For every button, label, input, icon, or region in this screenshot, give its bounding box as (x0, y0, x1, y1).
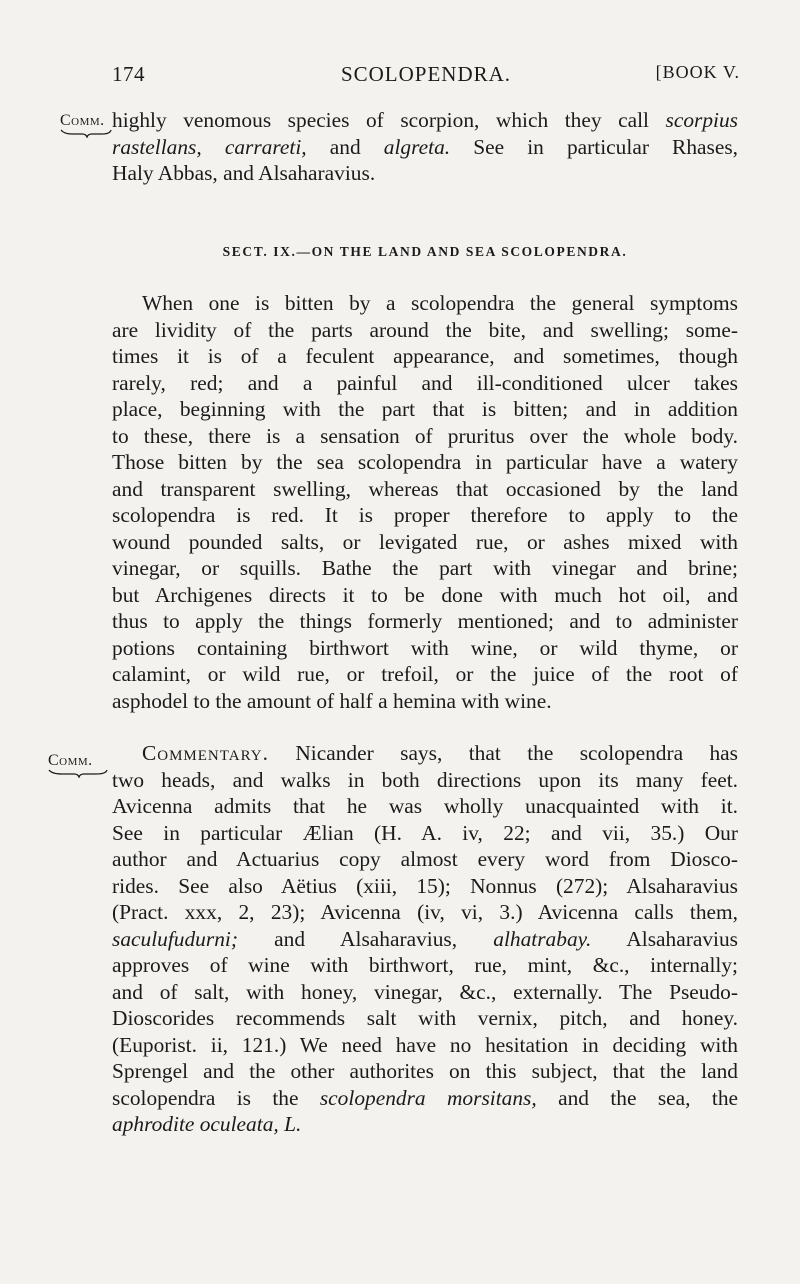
text-line: rides. See also Aëtius (xiii, 15); Nonnus (272); Alsaharavius (112, 873, 738, 898)
section-heading: SECT. IX.—ON THE LAND AND SEA SCOLOPENDRA. (222, 244, 628, 259)
text-line: scolopendra is red. It is proper therefore to apply to the (112, 503, 738, 527)
text-line: vinegar, or squills. Bathe the part with vinegar and brine; (112, 556, 738, 580)
running-head (112, 62, 740, 92)
running-title: SCOLOPENDRA. (340, 62, 512, 86)
text-line: potions containing birthwort with wine, or wild thyme, or (112, 635, 738, 660)
text-line: When one is bitten by a scolopendra the general symptoms (142, 291, 738, 315)
text-line: highly venomous species of scorpion, which they call scorpius (112, 108, 738, 132)
text-line: and of salt, with honey, vinegar, &c., externally. The Pseudo- (112, 979, 738, 1004)
brace-icon (48, 768, 108, 778)
continuation-paragraph (112, 107, 738, 187)
margin-note-comm-2 (48, 752, 108, 778)
text-line: rarely, red; and a painful and ill-conditioned ulcer takes (112, 370, 738, 395)
page-number: 174 (112, 62, 145, 86)
text-line: scolopendra is the scolopendra morsitans, and the sea, the (112, 1085, 739, 1110)
text-line: asphodel to the amount of half a hemina with wine. (112, 688, 552, 713)
text-line: See in particular Ælian (H. A. iv, 22; and vii, 35.) Our (112, 820, 738, 845)
text-line: and transparent swelling, whereas that occasioned by the land (112, 476, 738, 501)
text-line: calamint, or wild rue, or trefoil, or the juice of the root of (112, 662, 738, 686)
main-paragraph (112, 290, 738, 714)
text-line: Commentary. Nicander says, that the scolopendra has (142, 741, 738, 765)
margin-note-comm-1 (60, 112, 112, 138)
text-line: aphrodite oculeata, L. (112, 1112, 302, 1136)
commentary-label: Commentary. (142, 741, 269, 765)
text-line: (Pract. xxx, 2, 23); Avicenna (iv, vi, 3.) Avicenna calls them, (112, 900, 738, 924)
text-line: (Euporist. ii, 121.) We need have no hesitation in deciding with (112, 1032, 738, 1057)
text-line: place, beginning with the part that is bitten; and in addition (112, 397, 738, 421)
margin-note-label: Comm. (60, 112, 105, 129)
text-line: Sprengel and the other authorites on this subject, that the land (112, 1059, 738, 1083)
text-line: approves of wine with birthwort, rue, mint, &c., internally; (112, 953, 738, 977)
text-line: are lividity of the parts around the bite, and swelling; some- (112, 317, 738, 342)
text-line: rastellans, carrareti, and algreta. See in particular Rhases, (112, 134, 738, 159)
commentary-paragraph (112, 740, 738, 1138)
text-line: thus to apply the things formerly mentioned; and to administer (112, 609, 738, 633)
text-line: wound pounded salts, or levigated rue, or ashes mixed with (112, 529, 738, 554)
text-line: Avicenna admits that he was wholly unacquainted with it. (112, 794, 738, 818)
text-line: two heads, and walks in both directions upon its many feet. (112, 767, 738, 792)
text-line: author and Actuarius copy almost every word from Diosco- (112, 847, 738, 871)
text-line: Those bitten by the sea scolopendra in particular have a watery (112, 450, 738, 474)
text-line: Haly Abbas, and Alsaharavius. (112, 161, 376, 185)
text-line: to these, there is a sensation of pruritus over the whole body. (112, 423, 738, 448)
brace-icon (60, 128, 112, 138)
text-line: times it is of a feculent appearance, and sometimes, though (112, 344, 738, 368)
margin-note-label: Comm. (48, 752, 93, 769)
text-line: saculufudurni; and Alsaharavius, alhatrabay. Alsaharavius (112, 926, 738, 951)
text-line: Dioscorides recommends salt with vernix, pitch, and honey. (112, 1006, 738, 1030)
text-line: but Archigenes directs it to be done with much hot oil, and (112, 582, 738, 607)
book-indicator: [BOOK V. (655, 62, 740, 82)
